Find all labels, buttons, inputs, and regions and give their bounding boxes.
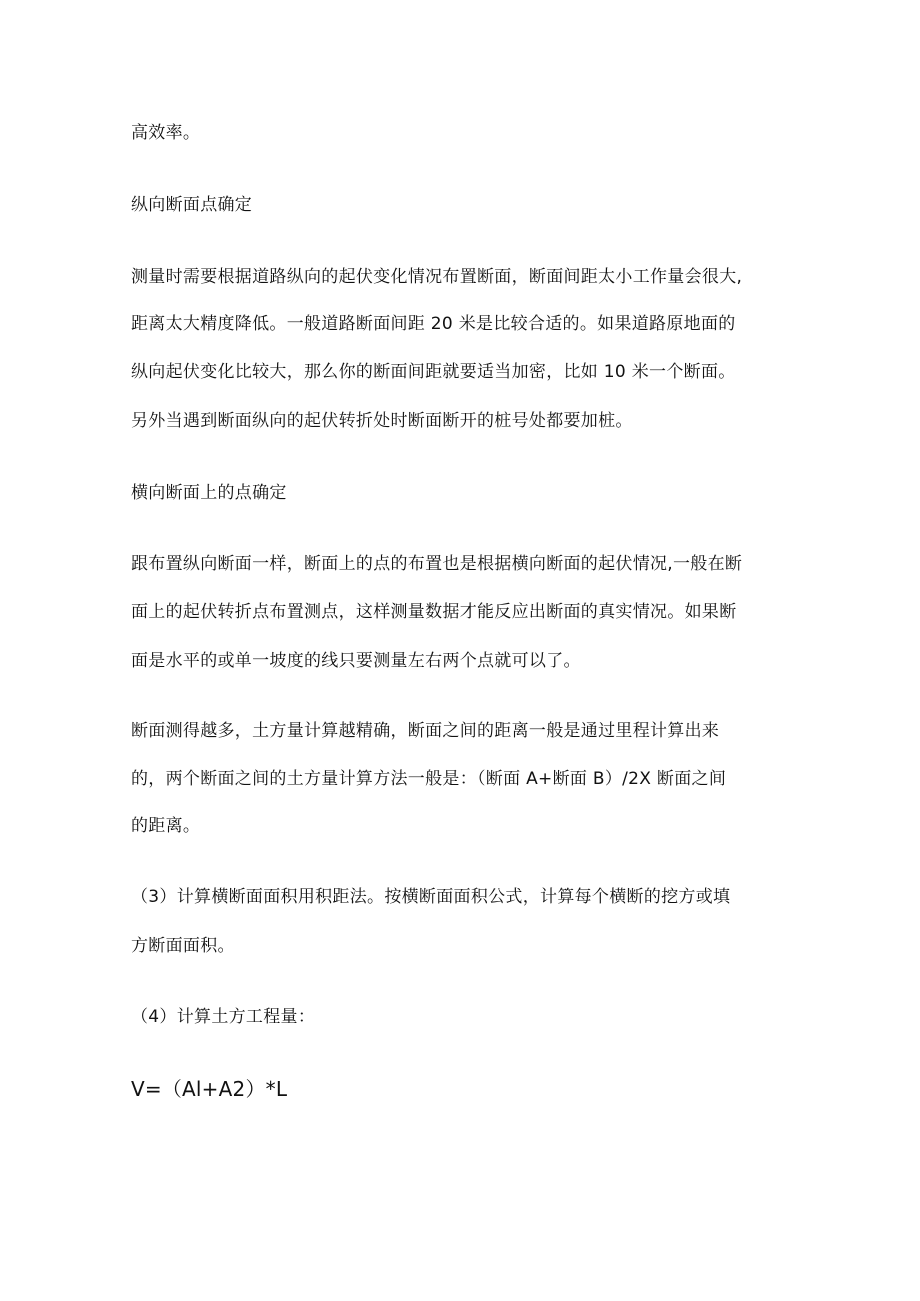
paragraph-line: 面是水平的或单一坡度的线只要测量左右两个点就可以了。 — [131, 651, 581, 671]
paragraph-line: 测量时需要根据道路纵向的起伏变化情况布置断面，断面间距太小工作量会很大, — [131, 267, 743, 287]
paragraph-line: （3）计算横断面面积用积距法。按横断面面积公式，计算每个横断的挖方或填 — [131, 887, 731, 907]
paragraph-line: 面上的起伏转折点布置测点，这样测量数据才能反应出断面的真实情况。如果断 — [131, 602, 737, 622]
paragraph-line: 跟布置纵向断面一样，断面上的点的布置也是根据横向断面的起伏情况,一般在断 — [131, 554, 743, 574]
heading-transverse-section: 横向断面上的点确定 — [131, 483, 287, 503]
volume-formula: V=（Al+A2）*L — [131, 1077, 288, 1101]
paragraph-line: 距离太大精度降低。一般道路断面间距 20 米是比较合适的。如果道路原地面的 — [131, 314, 736, 334]
paragraph-step-4: （4）计算土方工程量： — [131, 1007, 316, 1027]
paragraph-line: 方断面面积。 — [131, 936, 235, 956]
paragraph-line: 断面测得越多，土方量计算越精确，断面之间的距离一般是通过里程计算出来 — [131, 721, 720, 741]
heading-longitudinal-section: 纵向断面点确定 — [131, 195, 253, 215]
paragraph-fragment: 高效率。 — [131, 123, 201, 143]
paragraph-line: 的，两个断面之间的土方量计算方法一般是：（断面 A+断面 B）/2X 断面之间 — [131, 769, 727, 789]
paragraph-line: 纵向起伏变化比较大，那么你的断面间距就要适当加密，比如 10 米一个断面。 — [131, 362, 736, 382]
paragraph-line: 的距离。 — [131, 816, 201, 836]
paragraph-line: 另外当遇到断面纵向的起伏转折处时断面断开的桩号处都要加桩。 — [131, 411, 633, 431]
